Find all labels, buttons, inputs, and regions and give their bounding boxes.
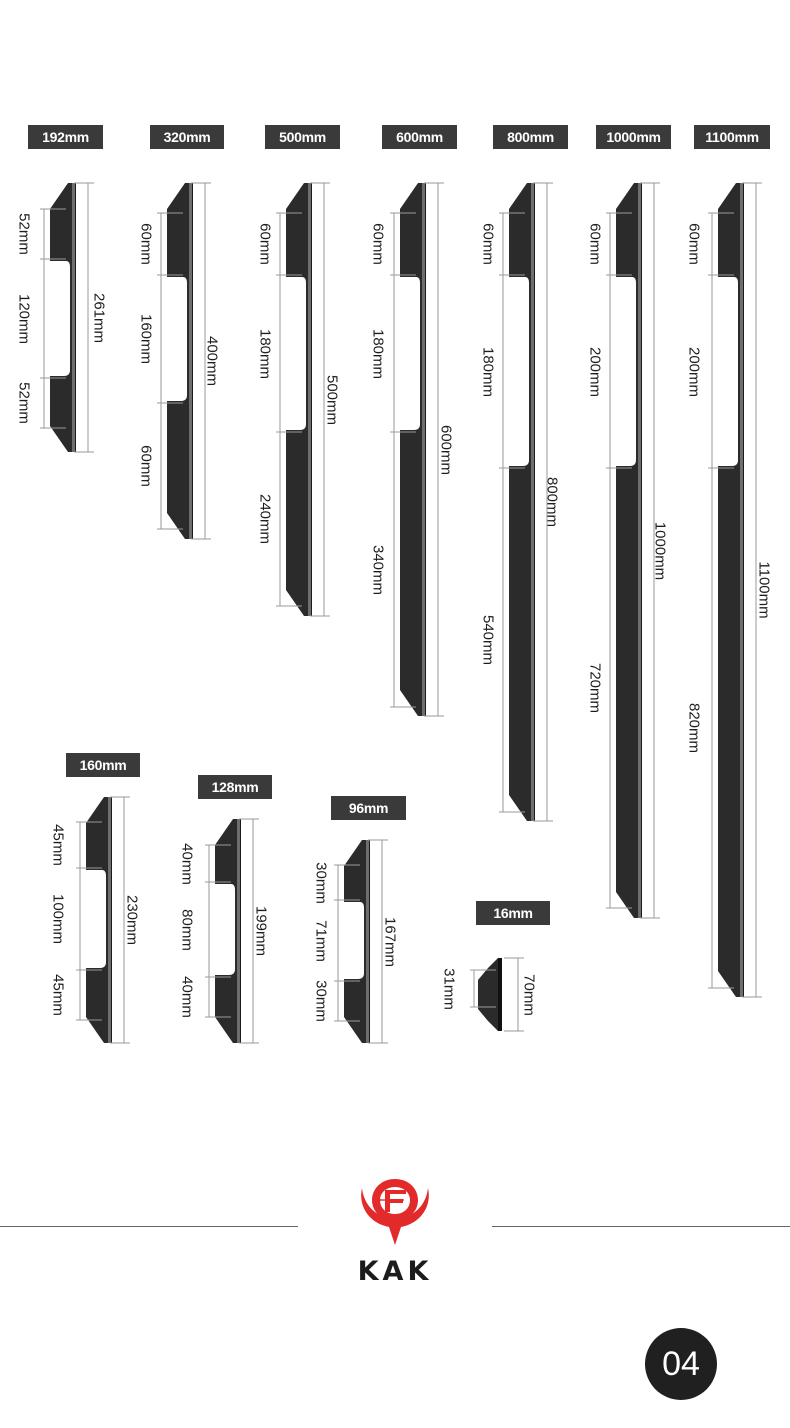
size-badge-96: 96mm — [331, 796, 406, 820]
segment-label-96-2: 71mm — [312, 919, 330, 962]
segment-label-1000-3: 720mm — [586, 662, 604, 714]
total-length-label-800: 800mm — [543, 476, 561, 528]
size-badge-192: 192mm — [28, 125, 103, 149]
segment-label-500-2: 180mm — [256, 328, 274, 379]
segment-label-128-1: 40mm — [178, 842, 196, 885]
segment-label-600-3: 340mm — [369, 544, 387, 595]
total-length-label-500: 500mm — [323, 374, 341, 425]
segment-label-192-2: 120mm — [15, 293, 33, 344]
footer-divider-right — [492, 1226, 790, 1227]
total-length-label-160: 230mm — [123, 894, 141, 946]
footer-divider-left — [0, 1226, 298, 1227]
total-length-label-1100: 1100mm — [755, 561, 773, 619]
segment-label-1100-2: 200mm — [685, 346, 703, 397]
segment-label-96-3: 30mm — [312, 980, 330, 1022]
segment-label-16-1: 31mm — [440, 967, 458, 1010]
segment-label-600-2: 180mm — [369, 328, 387, 379]
size-badge-160: 160mm — [66, 753, 140, 777]
segment-label-500-1: 60mm — [256, 223, 274, 265]
segment-label-320-1: 60mm — [137, 223, 155, 265]
segment-label-500-3: 240mm — [256, 493, 274, 545]
segment-label-800-1: 60mm — [479, 223, 497, 265]
size-badge-600: 600mm — [382, 125, 457, 149]
segment-label-128-3: 40mm — [178, 976, 196, 1018]
total-length-label-600: 600mm — [437, 424, 455, 475]
segment-label-160-2: 100mm — [49, 893, 67, 945]
total-length-label-320: 400mm — [203, 335, 221, 387]
size-badge-1100: 1100mm — [694, 125, 770, 149]
segment-label-160-3: 45mm — [49, 974, 67, 1016]
segment-label-800-2: 180mm — [479, 346, 497, 397]
segment-label-320-2: 160mm — [137, 313, 155, 365]
total-length-label-1000: 1000mm — [651, 521, 669, 580]
segment-label-96-1: 30mm — [312, 861, 330, 904]
segment-label-160-1: 45mm — [49, 824, 67, 866]
total-length-label-128: 199mm — [252, 905, 270, 957]
segment-label-192-1: 52mm — [15, 213, 33, 255]
brand-name: KAK — [357, 1256, 433, 1287]
segment-label-1100-1: 60mm — [685, 223, 703, 265]
size-badge-1000: 1000mm — [596, 125, 671, 149]
segment-label-1000-2: 200mm — [586, 346, 604, 397]
size-badge-500: 500mm — [265, 125, 340, 149]
size-badge-800: 800mm — [493, 125, 568, 149]
segment-label-128-2: 80mm — [178, 908, 196, 951]
segment-label-192-3: 52mm — [15, 382, 33, 424]
total-length-label-16: 70mm — [520, 973, 538, 1016]
segment-label-1100-3: 820mm — [685, 702, 703, 754]
size-badge-128: 128mm — [198, 775, 272, 799]
total-length-label-192: 261mm — [90, 292, 108, 343]
segment-label-600-1: 60mm — [369, 223, 387, 265]
segment-label-320-3: 60mm — [137, 445, 155, 487]
page-number-badge: 04 — [645, 1328, 717, 1400]
size-badge-320: 320mm — [150, 125, 224, 149]
total-length-label-96: 167mm — [381, 916, 399, 967]
segment-label-800-3: 540mm — [479, 614, 497, 666]
segment-label-1000-1: 60mm — [586, 223, 604, 265]
kak-f-logo-icon — [355, 1176, 435, 1250]
size-badge-16: 16mm — [476, 901, 550, 925]
